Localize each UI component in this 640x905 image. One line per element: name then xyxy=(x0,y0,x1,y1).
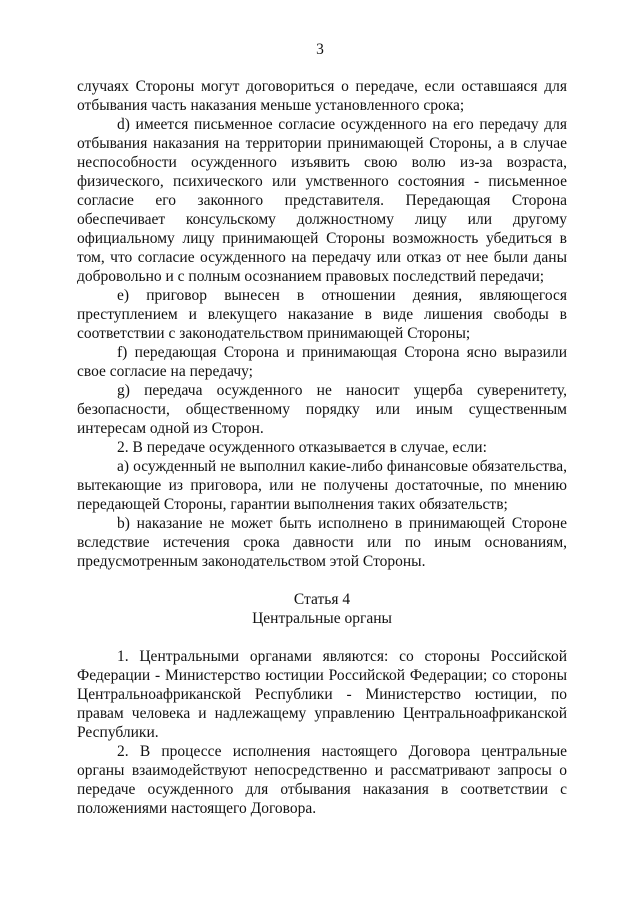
paragraph-item-g: g) передача осужденного не наносит ущерба суверенитету, безопасности, общественному порядку или иным существенным интересам одной из Сторон. xyxy=(77,382,567,437)
page-number: 3 xyxy=(316,41,324,58)
paragraph-continuation: случаях Стороны могут договориться о передаче, если оставшаяся для отбывания часть наказания меньше установленного срока; xyxy=(77,78,567,114)
paragraph-central-organs-2: 2. В процессе исполнения настоящего Договора центральные органы взаимодействуют непосредственно и рассматривают запросы о передаче осужденного для отбывания наказания в соответствии с положениями настоящего Договора. xyxy=(77,743,567,817)
spacer xyxy=(77,628,567,647)
article-title: Центральные органы xyxy=(252,610,392,627)
article-number: Статья 4 xyxy=(293,591,351,608)
paragraph-item-e: e) приговор вынесен в отношении деяния, являющегося преступлением и влекущего наказание в виде лишения свободы в соответствии с законодательством принимающей Стороны; xyxy=(77,287,567,342)
paragraph-item-a: a) осужденный не выполнил какие-либо финансовые обязательства, вытекающие из приговора, или не получены достаточные, по мнению передающей Стороны, гарантии выполнения таких обязательств; xyxy=(77,458,567,513)
paragraph-item-f: f) передающая Сторона и принимающая Сторона ясно выразили свое согласие на передачу; xyxy=(77,344,567,380)
paragraph-central-organs-1: 1. Центральными органами являются: со стороны Российской Федерации - Министерство юстиции Российской Федерации; со стороны Центральноафриканской Республики - Министерство юстиции, по правам человека и надлежащему управлению Центральноафриканской Республики. xyxy=(77,648,567,741)
paragraph-item-d: d) имеется письменное согласие осужденного на его передачу для отбывания наказания на территории принимающей Стороны, а в случае неспособности осужденного изъявить свою волю из-за возраста, физического, психического или умственного состояния - письменное согласие его законного представителя. Передающая Сторона обеспечивает консульскому должностному лицу или другому официальному лицу принимающей Стороны возможность убедиться в том, что согласие осужденного на передачу или отказ от нее были даны добровольно и с полным осознанием правовых последствий передачи; xyxy=(77,116,567,285)
spacer xyxy=(77,571,567,590)
document-body xyxy=(77,77,567,818)
paragraph-clause-2: 2. В передаче осужденного отказывается в случае, если: xyxy=(117,439,487,456)
paragraph-item-b: b) наказание не может быть исполнено в принимающей Стороне вследствие истечения срока давности или по иным основаниям, предусмотренным законодательством этой Стороны. xyxy=(77,515,567,570)
